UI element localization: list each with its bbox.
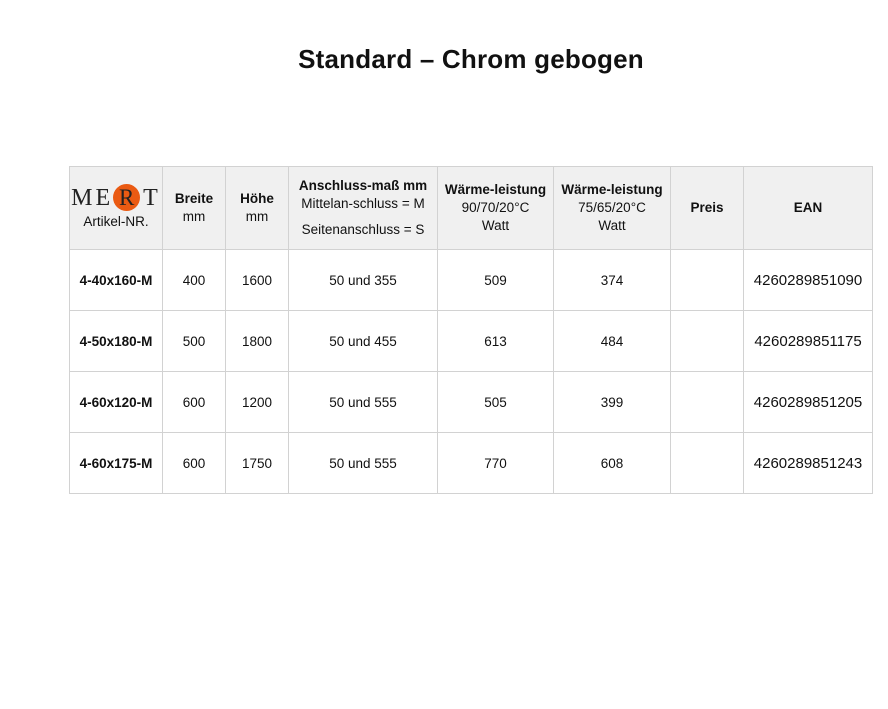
cell-heat-output-90: 509	[438, 250, 554, 311]
cell-width: 400	[163, 250, 226, 311]
cell-price	[671, 372, 744, 433]
cell-width: 600	[163, 433, 226, 494]
cell-article-code: 4-60x120-M	[70, 372, 163, 433]
cell-connection: 50 und 355	[289, 250, 438, 311]
cell-width: 600	[163, 372, 226, 433]
cell-height: 1750	[226, 433, 289, 494]
header-width: Breite mm	[163, 167, 226, 250]
cell-ean: 4260289851175	[744, 311, 873, 372]
table-row	[70, 433, 873, 494]
logo-circle-icon: R	[113, 184, 140, 211]
mert-logo: ME R T	[71, 184, 161, 211]
cell-ean: 4260289851243	[744, 433, 873, 494]
cell-heat-output-75: 608	[554, 433, 671, 494]
cell-ean: 4260289851090	[744, 250, 873, 311]
cell-height: 1800	[226, 311, 289, 372]
header-article	[70, 167, 163, 250]
header-heat-output-90: Wärme-leistung 90/70/20°C Watt	[438, 167, 554, 250]
cell-height: 1200	[226, 372, 289, 433]
cell-article-code: 4-50x180-M	[70, 311, 163, 372]
cell-price	[671, 250, 744, 311]
table-row	[70, 311, 873, 372]
cell-heat-output-75: 484	[554, 311, 671, 372]
header-article-label: Artikel-NR.	[83, 213, 149, 229]
table-row	[70, 250, 873, 311]
cell-article-code: 4-40x160-M	[70, 250, 163, 311]
header-ean: EAN	[744, 167, 873, 250]
header-height: Höhe mm	[226, 167, 289, 250]
cell-heat-output-90: 505	[438, 372, 554, 433]
table-header-row	[70, 167, 873, 250]
cell-heat-output-90: 770	[438, 433, 554, 494]
cell-connection: 50 und 555	[289, 433, 438, 494]
cell-width: 500	[163, 311, 226, 372]
cell-heat-output-90: 613	[438, 311, 554, 372]
cell-heat-output-75: 374	[554, 250, 671, 311]
cell-heat-output-75: 399	[554, 372, 671, 433]
page-title: Standard – Chrom gebogen	[298, 44, 644, 74]
cell-connection: 50 und 455	[289, 311, 438, 372]
cell-article-code: 4-60x175-M	[70, 433, 163, 494]
cell-connection: 50 und 555	[289, 372, 438, 433]
header-heat-output-75: Wärme-leistung 75/65/20°C Watt	[554, 167, 671, 250]
cell-ean: 4260289851205	[744, 372, 873, 433]
cell-price	[671, 433, 744, 494]
product-table	[69, 166, 873, 494]
table-row	[70, 372, 873, 433]
cell-price	[671, 311, 744, 372]
cell-height: 1600	[226, 250, 289, 311]
header-price: Preis	[671, 167, 744, 250]
header-connection: Anschluss-maß mm Mittelan-schluss = M Seitenanschluss = S	[289, 167, 438, 250]
